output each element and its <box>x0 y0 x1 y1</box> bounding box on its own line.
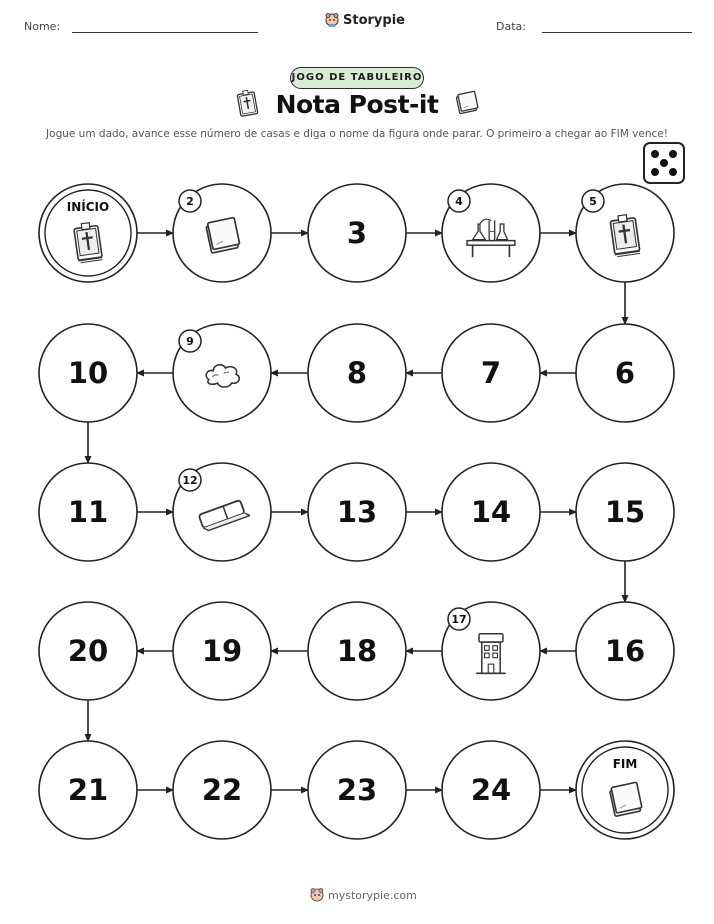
board-space-10[interactable] <box>39 324 137 422</box>
space-number: 20 <box>67 634 109 668</box>
board-space-8[interactable] <box>308 324 406 422</box>
board-space-1[interactable] <box>39 184 137 282</box>
board-space-18[interactable] <box>308 602 406 700</box>
start-label: INÍCIO <box>66 200 110 214</box>
space-number: 12 <box>182 474 198 487</box>
space-number: 7 <box>480 356 502 390</box>
board-space-20[interactable] <box>39 602 137 700</box>
space-number: 15 <box>604 495 646 529</box>
space-number: 11 <box>67 495 109 529</box>
board-space-3[interactable] <box>308 184 406 282</box>
space-number: 22 <box>201 773 243 807</box>
bible-icon <box>73 222 102 263</box>
sticky-note-icon <box>609 782 642 816</box>
space-number: 19 <box>201 634 243 668</box>
game-type-badge: JOGO DE TABULEIRO <box>290 67 424 89</box>
mascot-icon <box>310 888 324 903</box>
board-space-23[interactable] <box>308 741 406 839</box>
end-label: FIM <box>612 757 638 771</box>
space-number: 9 <box>186 335 194 348</box>
space-number: 8 <box>346 356 368 390</box>
space-number: 3 <box>346 216 368 250</box>
board-space-21[interactable] <box>39 741 137 839</box>
date-label: Data: <box>496 20 526 33</box>
board-space-2[interactable] <box>173 184 271 282</box>
board-space-14[interactable] <box>442 463 540 561</box>
board-space-19[interactable] <box>173 602 271 700</box>
brand-name: Storypie <box>343 13 405 28</box>
board-space-24[interactable] <box>442 741 540 839</box>
die-pip <box>660 159 668 167</box>
board-space-16[interactable] <box>576 602 674 700</box>
board-space-7[interactable] <box>442 324 540 422</box>
space-number: 2 <box>186 195 194 208</box>
space-number: 17 <box>451 613 467 626</box>
space-number: 21 <box>67 773 109 807</box>
board-space-4[interactable] <box>442 184 540 282</box>
footer <box>310 888 417 903</box>
instructions: Jogue um dado, avance esse número de casas e diga o nome da figura onde parar. O primeiro a chegar ao FIM vence! <box>46 128 668 140</box>
die-pip <box>651 168 659 176</box>
space-number: 4 <box>455 195 463 208</box>
board-space-6[interactable] <box>576 324 674 422</box>
board-space-22[interactable] <box>173 741 271 839</box>
bible-icon <box>610 214 640 257</box>
sticky-note-icon <box>205 217 240 253</box>
space-number: 23 <box>336 773 378 807</box>
board-space-5[interactable] <box>576 184 674 282</box>
board-space-15[interactable] <box>576 463 674 561</box>
space-number: 18 <box>336 634 378 668</box>
board-space-25[interactable] <box>576 741 674 839</box>
die-pip <box>669 150 677 158</box>
space-number: 16 <box>604 634 646 668</box>
space-number: 13 <box>336 495 378 529</box>
space-number: 6 <box>614 356 636 390</box>
board-space-12[interactable] <box>173 463 271 561</box>
board-space-9[interactable] <box>173 324 271 422</box>
space-number: 5 <box>589 195 597 208</box>
board-space-11[interactable] <box>39 463 137 561</box>
die-icon <box>644 143 684 183</box>
die-pip <box>669 168 677 176</box>
board-space-13[interactable] <box>308 463 406 561</box>
footer-site: mystorypie.com <box>328 889 417 902</box>
name-label: Nome: <box>24 20 61 33</box>
space-number: 10 <box>67 356 109 390</box>
board-space-17[interactable] <box>442 602 540 700</box>
space-number: 14 <box>470 495 512 529</box>
title-text: Nota Post-it <box>275 90 439 119</box>
space-number: 24 <box>470 773 512 807</box>
die-pip <box>651 150 659 158</box>
